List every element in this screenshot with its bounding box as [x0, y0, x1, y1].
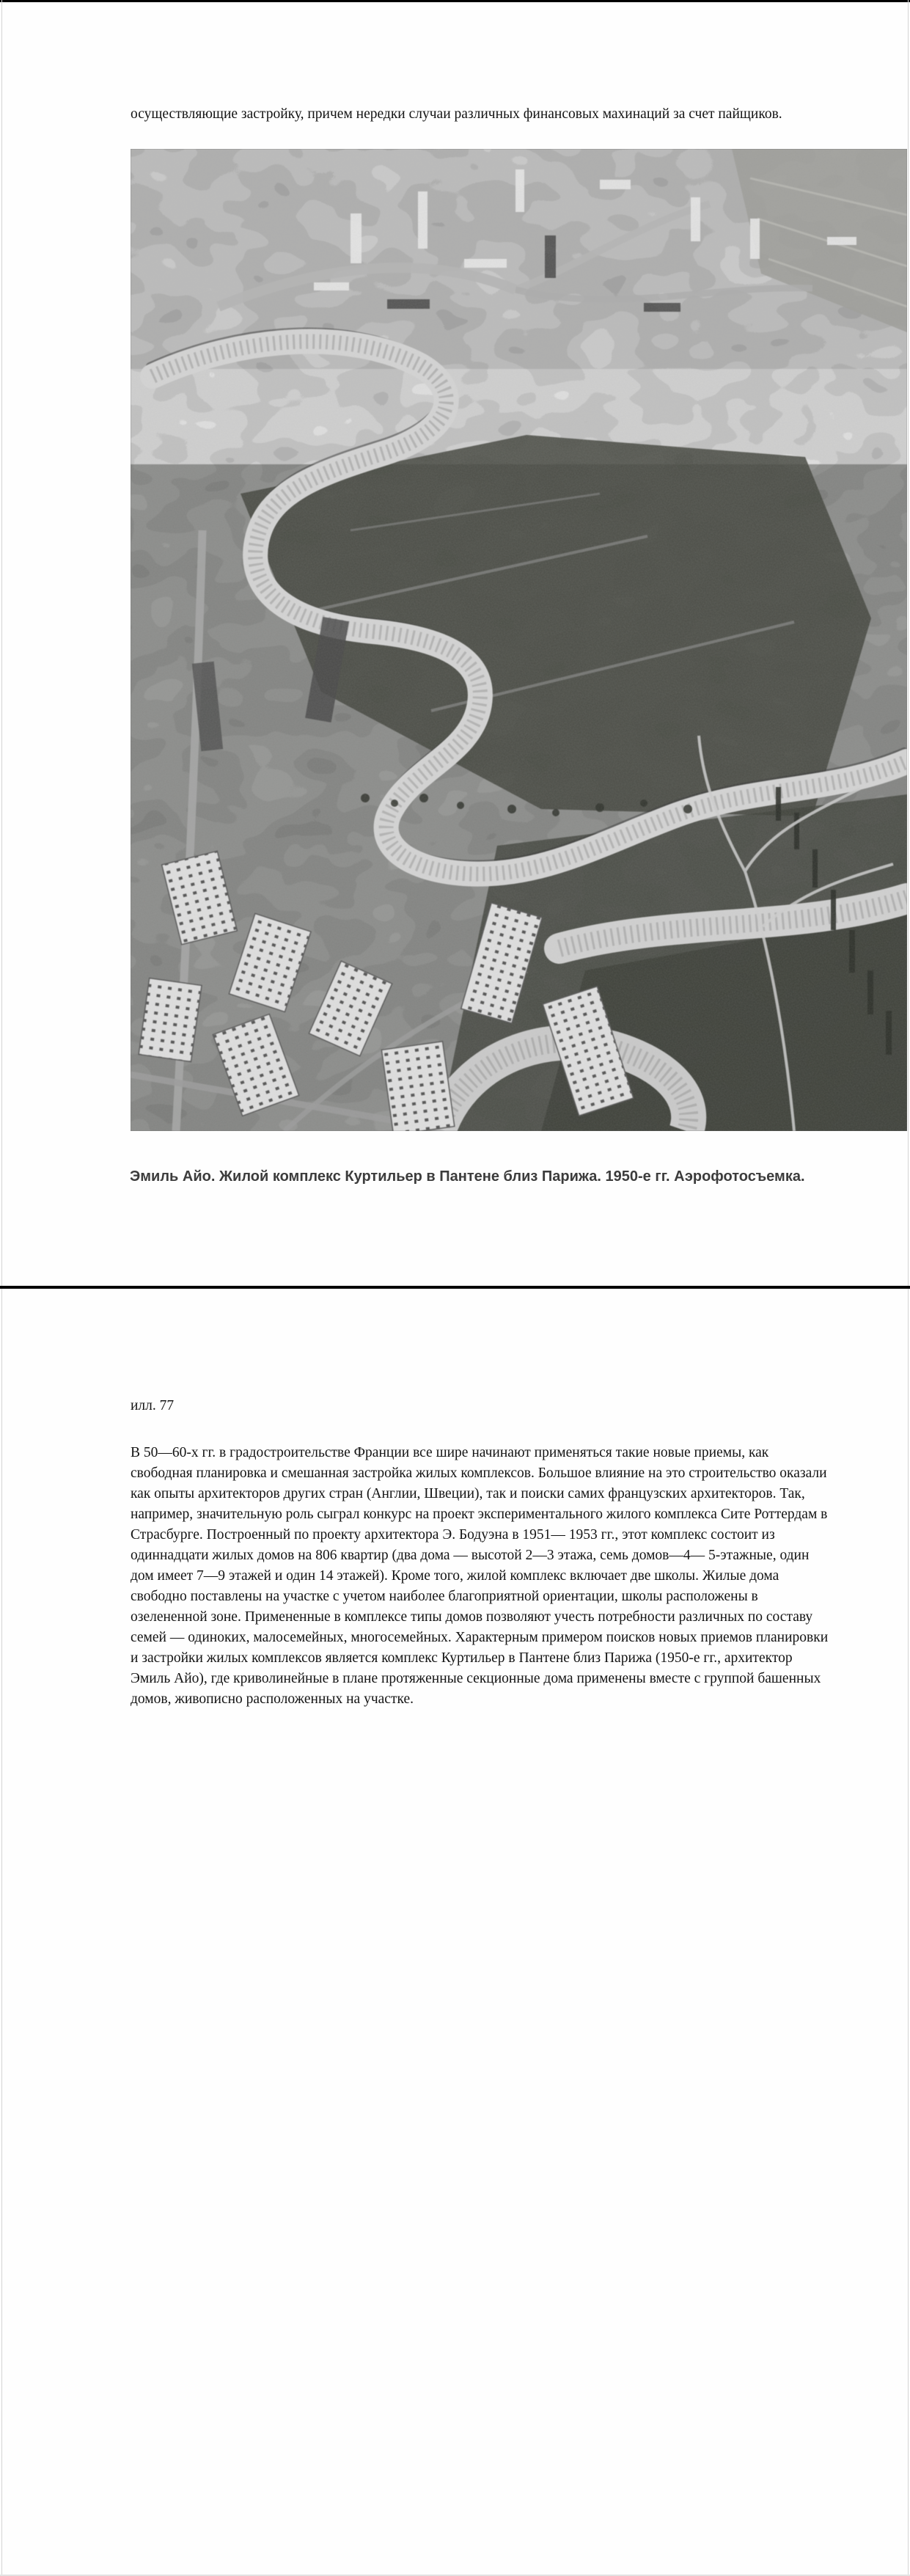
- aerial-photo: [131, 149, 907, 1131]
- aerial-photo-image: [131, 149, 907, 1131]
- body-paragraph: В 50—60-х гг. в градостроительстве Франции все шире начинают применяться такие новые приемы, как свободная планировка и смешанная застройка жилых комплексов. Большое влияние на это строительство оказали как опыты архитекторов других стран (Англии, Швеции), так и поиски самих французских архитекторов. Так, например, значительную роль сыграл конкурс на проект экспериментального жилого комплекса Сите Роттердам в Страсбурге. Построенный по проекту архитектора Э. Бодуэна в 1951— 1953 гг., этот комплекс состоит из одиннадцати жилых домов на 806 квартир (два дома — высотой 2—3 этажа, семь домов—4— 5-этажные, один дом имеет 7—9 этажей и один 14 этажей). Кроме того, жилой комплекс включает две школы. Жилые дома свободно поставлены на участке с учетом наиболее благоприятной ориентации, школы расположены в озелененной зоне. Примененные в комплексе типы домов позволяют учесть потребности различных по составу семей — одиноких, малосемейных, многосемейных. Характерным примером поисков новых приемов планировки и застройки жилых комплексов является комплекс Куртильер в Пантене близ Парижа (1950-е гг., архитектор Эмиль Айо), где криволинейные в плане протяженные секционные дома применены вместе с группой башенных домов, живописно расположенных на участке.: [131, 1444, 829, 1707]
- photo-caption: Эмиль Айо. Жилой комплекс Куртильер в Пантене близ Парижа. 1950-е гг. Аэрофотосъемка.: [130, 1168, 805, 1185]
- illustration-label: илл. 77: [131, 1397, 175, 1413]
- intro-paragraph: осуществляющие застройку, причем нередки случаи различных финансовых махинаций за счет пайщиков.: [131, 106, 782, 122]
- page-separator-line: [0, 1286, 910, 1289]
- top-page-boundary-line: [0, 0, 910, 2]
